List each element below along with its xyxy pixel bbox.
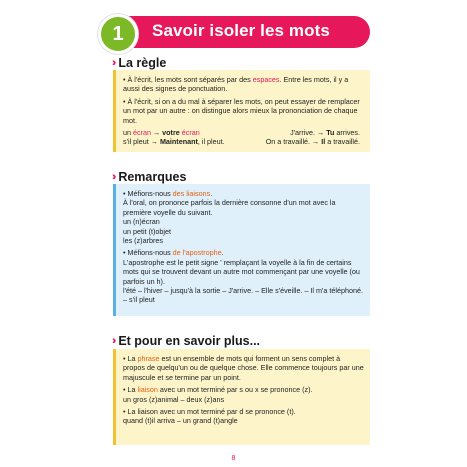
more-paragraph-3: • La liaison avec un mot terminé par d se prononce (t).	[123, 407, 296, 417]
text: avec un mot terminé par s ou x se prononce (z).	[157, 385, 313, 395]
text: , il pleut.	[197, 137, 225, 147]
bold-word: Maintenant	[159, 137, 198, 147]
section-heading-regle	[112, 56, 166, 70]
highlight-word: écran	[179, 128, 200, 138]
highlight-term: espaces	[252, 75, 280, 84]
text: • La	[123, 354, 138, 363]
rule-box	[113, 70, 370, 152]
chapter-number-badge: 1	[98, 14, 138, 54]
remark-1-example: un (n)écran	[123, 217, 160, 227]
section-heading-text: Remarques	[118, 170, 187, 184]
more-paragraph-1	[123, 354, 364, 382]
section-heading-remarques	[112, 170, 186, 184]
example-row	[123, 137, 364, 146]
chevron-right-icon: ››	[112, 57, 114, 69]
highlight-word: écran	[133, 128, 151, 138]
more-info-box	[113, 349, 370, 445]
remarks-box	[113, 184, 370, 316]
text: .	[210, 189, 213, 198]
bold-word: Il	[321, 137, 326, 147]
text: un	[123, 128, 133, 138]
more-paragraph-2	[123, 385, 364, 394]
section-heading-text: Et pour en savoir plus...	[118, 334, 261, 348]
remark-2-text: L'apostrophe est le petit signe ' remplaçant la voyelle à la fin de certains mots qui se trouvent devant un autre mot commençant par une voyelle (ou parfois un h).	[123, 257, 360, 286]
text: s'il pleut →	[123, 137, 160, 147]
highlight-term: liaison	[137, 385, 158, 395]
text: →	[150, 128, 163, 138]
rule-paragraph-1	[123, 75, 364, 94]
remark-1-text: À l'oral, on prononce parfois la dernière consonne d'un mot avec la première voyelle du suivant.	[123, 198, 336, 217]
highlight-term: de l'apostrophe	[172, 248, 222, 258]
more-example-2: un gros (z)animal – deux (z)ans	[123, 394, 225, 404]
bold-word: votre	[162, 128, 180, 138]
text: a travaillé.	[325, 137, 360, 147]
text: • La	[123, 385, 138, 395]
highlight-term: des liaisons	[172, 189, 211, 198]
section-heading-text: La règle	[118, 56, 167, 70]
text: • Méfions-nous	[123, 248, 173, 258]
text: arrives.	[334, 128, 360, 138]
section-heading-plus	[112, 334, 260, 348]
remark-2-title	[123, 248, 364, 257]
remark-2-example: l'été – l'hiver – jusqu'à la sortie – J'arrive. – Elle s'éveille. – Il m'a téléphoné. – s'il pleut	[123, 286, 363, 305]
remark-1-example: un petit (t)objet	[123, 226, 171, 236]
text: .	[221, 248, 224, 258]
text: On a travaillé. →	[265, 137, 322, 147]
text: est un ensemble de mots qui forment un sens complet à propos de quelqu'un ou de quelque chose. Elle commence toujours par une majuscule et se termine par un point.	[123, 354, 364, 382]
example-left	[123, 128, 200, 137]
rule-paragraph-2: • À l'écrit, si on a du mal à séparer les mots, on peut essayer de remplacer un mot par un autre : on distingue alors mieux la prononciation de chaque mot.	[123, 96, 360, 125]
more-example-3: quand (t)il arriva – un grand (t)angle	[123, 416, 238, 426]
text: • Méfions-nous	[123, 189, 173, 198]
chevron-right-icon: ››	[112, 171, 114, 183]
example-left	[123, 137, 225, 146]
chevron-right-icon: ››	[112, 335, 114, 347]
remark-1-title	[123, 189, 364, 198]
page-title: Savoir isoler les mots	[152, 21, 330, 40]
text: • À l'écrit, les mots sont séparés par des	[123, 75, 253, 84]
remark-1-example: les (z)arbres	[123, 236, 163, 246]
bold-word: Tu	[326, 128, 335, 138]
example-right	[290, 128, 360, 137]
text: J'arrive. →	[290, 128, 327, 138]
highlight-term: phrase	[137, 354, 160, 363]
example-row	[123, 128, 364, 137]
example-right	[266, 137, 360, 146]
page-number: 8	[231, 455, 236, 462]
text: . Entre les mots, il y a aussi des signes de ponctuation.	[123, 75, 349, 94]
